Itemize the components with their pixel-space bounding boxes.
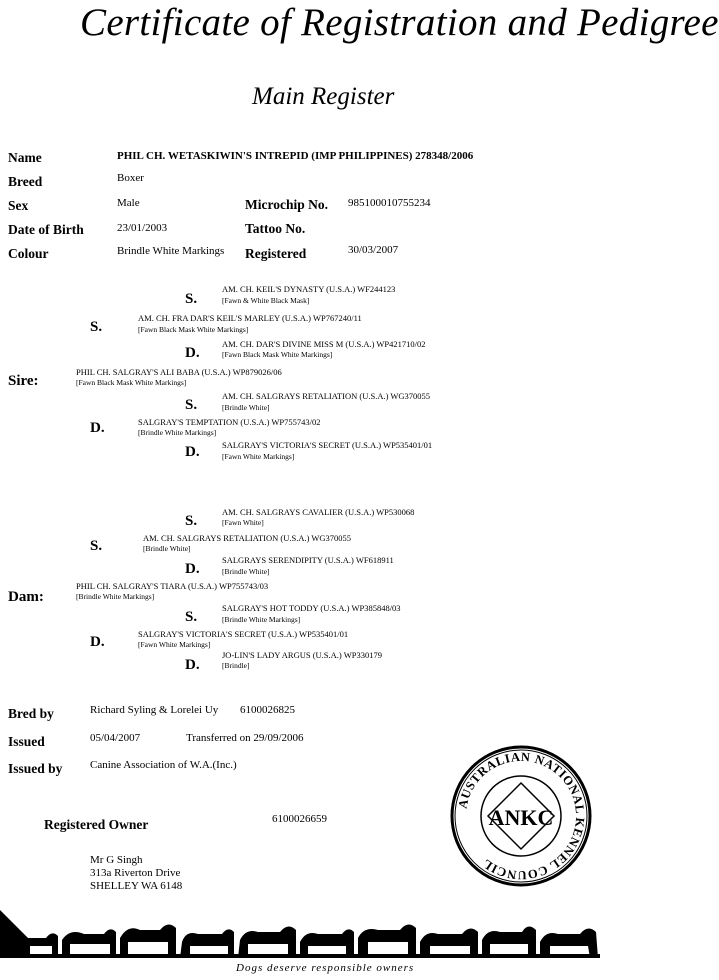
ankc-seal-icon (450, 745, 592, 887)
dam-s-d-marker: D. (185, 561, 200, 577)
sire-s-s-marker: S. (185, 291, 198, 307)
sire-d-s-name: AM. CH. SALGRAYS RETALIATION (U.S.A.) WG370055 (222, 391, 431, 401)
seal-ring-text: AUSTRALIAN NATIONAL KENNEL COUNCIL (455, 749, 588, 883)
sire-s-colour: [Fawn Black Mask White Markings] (138, 325, 249, 334)
sire-s-d-colour: [Fawn Black Mask White Markings] (222, 350, 333, 359)
owner-number: 6100026659 (272, 813, 327, 825)
sire-d-d-colour: [Fawn White Markings] (222, 452, 295, 461)
dam-d-s-name: SALGRAY'S HOT TODDY (U.S.A.) WP385848/03 (222, 603, 401, 613)
dam-s-d-name: SALGRAYS SERENDIPITY (U.S.A.) WF618911 (222, 555, 394, 565)
bred-by-number: 6100026825 (240, 704, 295, 716)
dam-name: PHIL CH. SALGRAY'S TIARA (U.S.A.) WP755743/03 (76, 581, 269, 591)
bred-by-value: Richard Syling & Lorelei Uy (90, 704, 219, 716)
sire-name: PHIL CH. SALGRAY'S ALI BABA (U.S.A.) WP879026/06 (76, 367, 282, 377)
sex-value: Male (117, 197, 140, 209)
breed-label: Breed (8, 174, 43, 189)
owner-city: SHELLEY WA 6148 (90, 880, 183, 892)
tattoo-label: Tattoo No. (245, 221, 306, 236)
sire-s-marker: S. (90, 319, 103, 335)
dam-d-colour: [Fawn White Markings] (138, 640, 211, 649)
microchip-value: 985100010755234 (348, 197, 431, 209)
sire-d-name: SALGRAY'S TEMPTATION (U.S.A.) WP755743/02 (138, 417, 321, 427)
dam-d-d-colour: [Brindle] (222, 661, 250, 670)
dam-s-s-colour: [Fawn White] (222, 518, 264, 527)
sire-s-d-name: AM. CH. DAR'S DIVINE MISS M (U.S.A.) WP421710/02 (222, 339, 426, 349)
dam-s-s-marker: S. (185, 513, 198, 529)
dam-d-s-colour: [Brindle White Markings] (222, 615, 301, 624)
dam-d-name: SALGRAY'S VICTORIA'S SECRET (U.S.A.) WP535401/01 (138, 629, 349, 639)
footer-motto: Dogs deserve responsible owners (236, 962, 415, 974)
owner-street: 313a Riverton Drive (90, 867, 181, 879)
issued-by-value: Canine Association of W.A.(Inc.) (90, 759, 237, 771)
dam-colour: [Brindle White Markings] (76, 592, 155, 601)
issued-value: 05/04/2007 (90, 732, 141, 744)
sire-d-d-marker: D. (185, 444, 200, 460)
dam-d-marker: D. (90, 634, 105, 650)
sire-s-s-colour: [Fawn & White Black Mask] (222, 296, 310, 305)
sire-colour: [Fawn Black Mask White Markings] (76, 378, 187, 387)
breed-value: Boxer (117, 172, 144, 184)
sire-d-s-colour: [Brindle White] (222, 403, 270, 412)
sire-s-s-name: AM. CH. KEIL'S DYNASTY (U.S.A.) WF244123 (222, 284, 396, 294)
dam-s-marker: S. (90, 538, 103, 554)
sex-label: Sex (8, 198, 29, 213)
issued-label: Issued (8, 734, 45, 749)
sire-d-marker: D. (90, 420, 105, 436)
dam-d-d-name: JO-LIN'S LADY ARGUS (U.S.A.) WP330179 (222, 650, 382, 660)
bred-by-label: Bred by (8, 706, 54, 721)
dob-label: Date of Birth (8, 222, 84, 237)
sire-s-name: AM. CH. FRA DAR'S KEIL'S MARLEY (U.S.A.) WP767240/11 (138, 313, 362, 323)
dam-s-colour: [Brindle White] (143, 544, 191, 553)
dob-value: 23/01/2003 (117, 222, 168, 234)
dog-name: PHIL CH. WETASKIWIN'S INTREPID (IMP PHILIPPINES) 278348/2006 (117, 150, 474, 162)
transferred-on: Transferred on 29/09/2006 (186, 732, 304, 744)
colour-value: Brindle White Markings (117, 245, 225, 257)
sire-d-d-name: SALGRAY'S VICTORIA'S SECRET (U.S.A.) WP535401/01 (222, 440, 433, 450)
register-subtitle: Main Register (252, 83, 395, 110)
dam-s-s-name: AM. CH. SALGRAYS CAVALIER (U.S.A.) WP530068 (222, 507, 415, 517)
dam-s-d-colour: [Brindle White] (222, 567, 270, 576)
dam-s-name: AM. CH. SALGRAYS RETALIATION (U.S.A.) WG370055 (143, 533, 352, 543)
colour-label: Colour (8, 246, 49, 261)
dam-d-s-marker: S. (185, 609, 198, 625)
name-label: Name (8, 150, 42, 165)
dam-label: Dam: (8, 589, 44, 605)
sire-s-d-marker: D. (185, 345, 200, 361)
sire-d-colour: [Brindle White Markings] (138, 428, 217, 437)
registered-owner-label: Registered Owner (44, 817, 149, 832)
microchip-label: Microchip No. (245, 197, 328, 212)
sire-label: Sire: (8, 373, 39, 389)
registered-label: Registered (245, 246, 307, 261)
dam-d-d-marker: D. (185, 657, 200, 673)
issued-by-label: Issued by (8, 761, 63, 776)
seal-center-text: ANKC (488, 805, 554, 830)
certificate-title: Certificate of Registration and Pedigree (80, 1, 719, 44)
sire-d-s-marker: S. (185, 397, 198, 413)
registered-value: 30/03/2007 (348, 244, 399, 256)
dog-silhouettes-decoration (0, 900, 600, 958)
owner-name: Mr G Singh (90, 854, 143, 866)
